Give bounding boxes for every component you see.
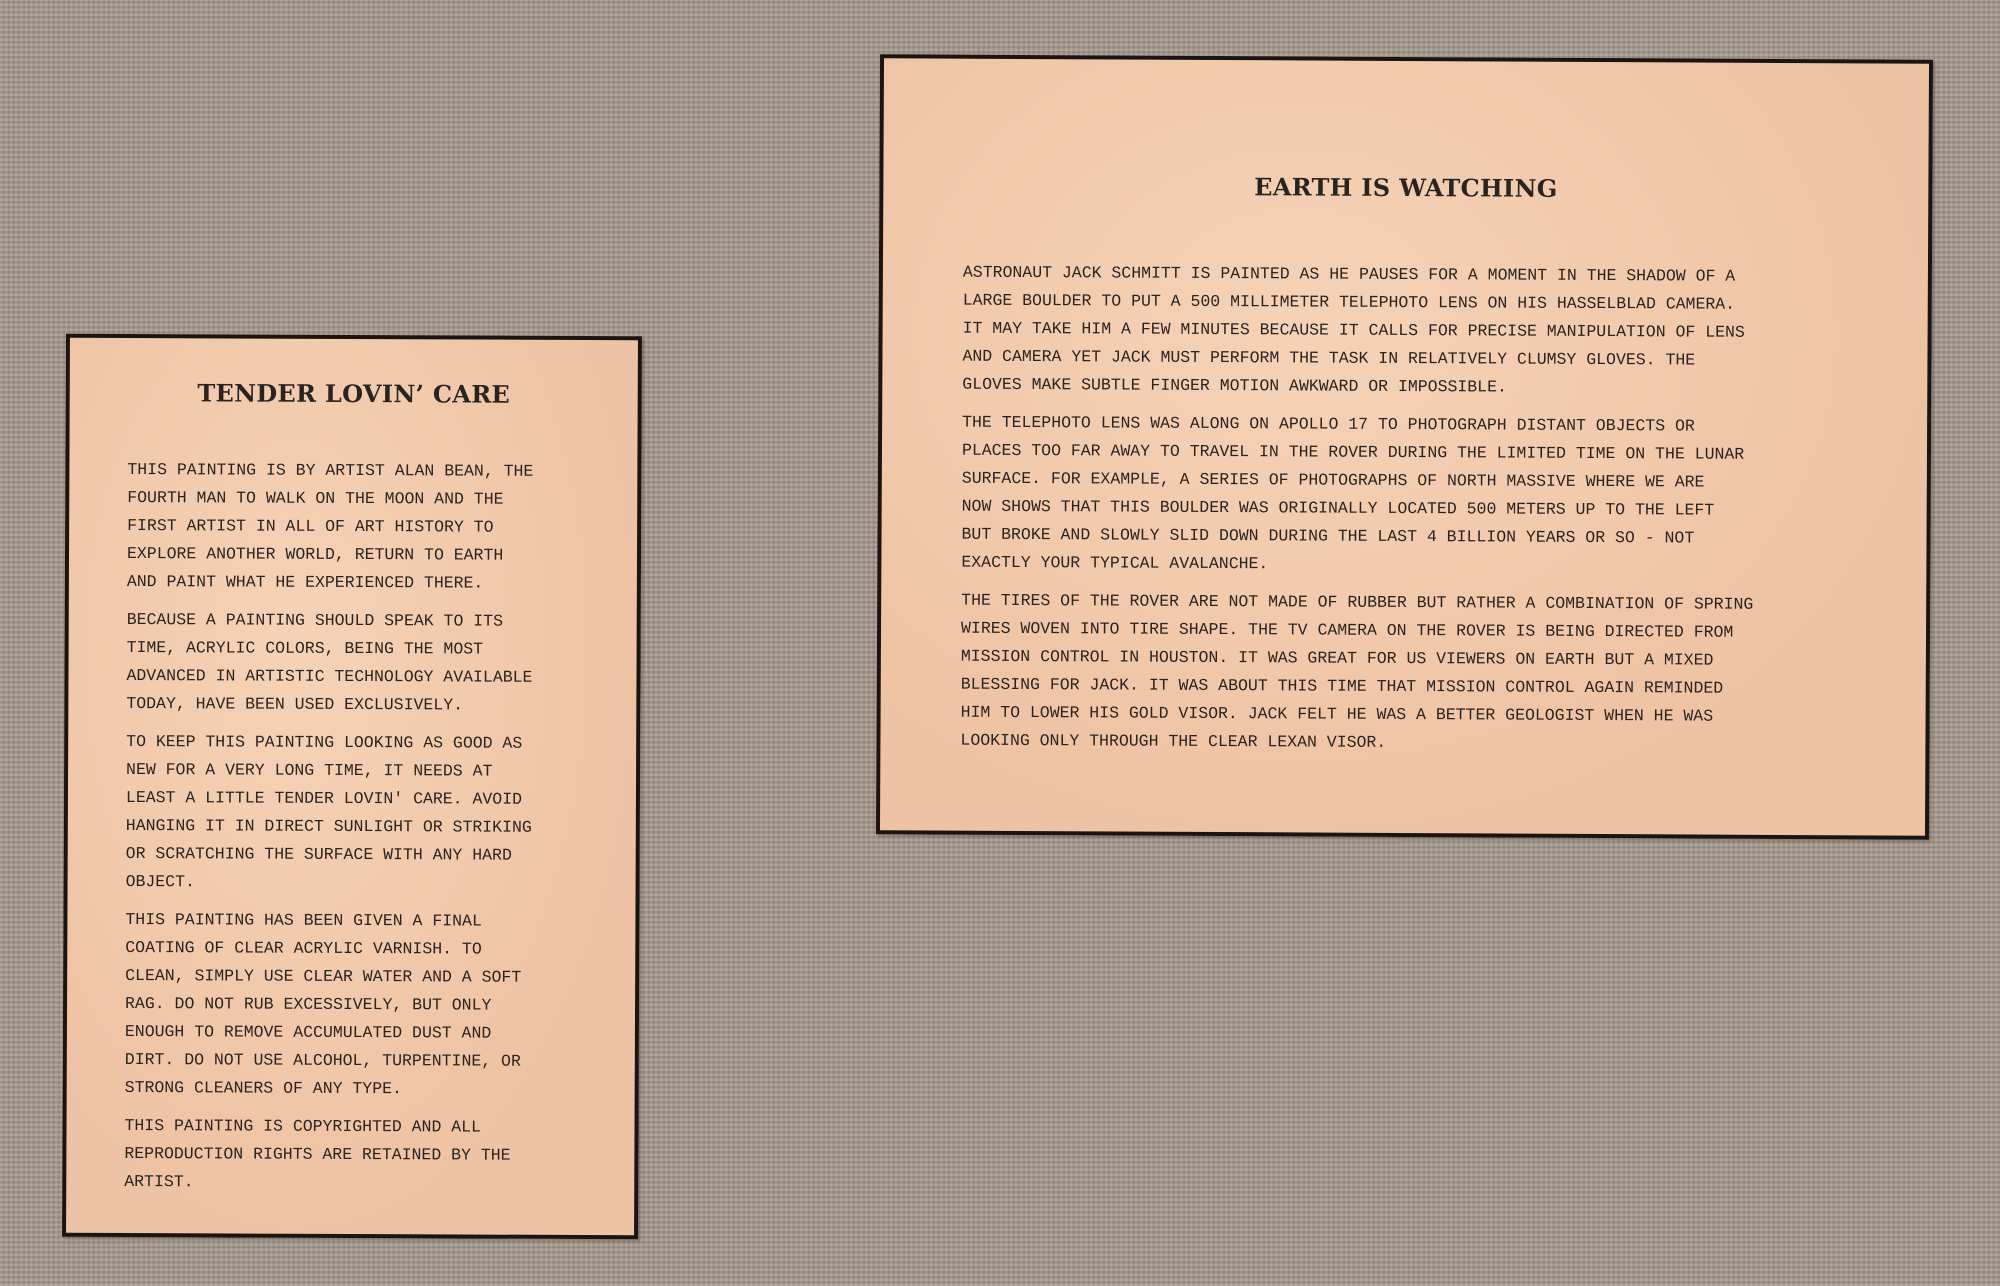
tender-card-body xyxy=(124,456,607,1208)
tender-paragraph-2: BECAUSE A PAINTING SHOULD SPEAK TO ITS TIME, ACRYLIC COLORS, BEING THE MOST ADVANCED IN ARTISTIC TECHNOLOGY AVAILABLE TODAY, HAVE BEEN USED EXCLUSIVELY. xyxy=(126,610,533,715)
earth-paragraph-3: THE TIRES OF THE ROVER ARE NOT MADE OF RUBBER BUT RATHER A COMBINATION OF SPRING WIRES WOVEN INTO TIRE SHAPE. THE TV CAMERA ON THE ROVER IS BEING DIRECTED FROM MISSION CONTROL IN HOUSTON. IT WAS GREAT FOR US VIEWERS ON EARTH BUT A MIXED BLESSING FOR JACK. IT WAS ABOUT THIS TIME THAT MISSION CONTROL AGAIN REMINDED HIM TO LOWER HIS GOLD VISOR. JACK FELT HE WAS A BETTER GEOLOGIST WHEN HE WAS LOOKING ONLY THROUGH THE CLEAR LEXAN VISOR. xyxy=(960,590,1754,752)
earth-paragraph-1: ASTRONAUT JACK SCHMITT IS PAINTED AS HE PAUSES FOR A MOMENT IN THE SHADOW OF A LARGE BOULDER TO PUT A 500 MILLIMETER TELEPHOTO LENS ON HIS HASSELBLAD CAMERA. IT MAY TAKE HIM A FEW MINUTES BECAUSE IT CALLS FOR PRECISE MANIPULATION OF LENS AND CAMERA YET JACK MUST PERFORM THE TASK IN RELATIVELY CLUMSY GLOVES. THE GLOVES MAKE SUBTLE FINGER MOTION AWKWARD OR IMPOSSIBLE. xyxy=(962,262,1745,397)
earth-is-watching-card xyxy=(876,54,1933,840)
tender-lovin-care-card xyxy=(62,334,642,1240)
tender-paragraph-1: THIS PAINTING IS BY ARTIST ALAN BEAN, THE FOURTH MAN TO WALK ON THE MOON AND THE FIRST ARTIST IN ALL OF ART HISTORY TO EXPLORE ANOTHER WORLD, RETURN TO EARTH AND PAINT WHAT HE EXPERIENCED THERE. xyxy=(126,460,534,593)
tender-paragraph-4: THIS PAINTING HAS BEEN GIVEN A FINAL COATING OF CLEAR ACRYLIC VARNISH. TO CLEAN, SIMPLY USE CLEAR WATER AND A SOFT RAG. DO NOT RUB EXCESSIVELY, BUT ONLY ENOUGH TO REMOVE ACCUMULATED DUST AND DIRT. DO NOT USE ALCOHOL, TURPENTINE, OR STRONG CLEANERS OF ANY TYPE. xyxy=(124,910,522,1099)
tender-paragraph-5: THIS PAINTING IS COPYRIGHTED AND ALL REPRODUCTION RIGHTS ARE RETAINED BY THE ARTIST. xyxy=(124,1116,511,1192)
tender-paragraph-3: TO KEEP THIS PAINTING LOOKING AS GOOD AS NEW FOR A VERY LONG TIME, IT NEEDS AT LEAST A LITTLE TENDER LOVIN' CARE. AVOID HANGING IT IN DIRECT SUNLIGHT OR STRIKING OR SCRATCHING THE SURFACE WITH ANY HARD OBJECT. xyxy=(125,732,532,892)
earth-card-body xyxy=(960,259,1888,770)
tender-card-title: TENDER LOVIN’ CARE xyxy=(197,378,511,409)
earth-paragraph-2: THE TELEPHOTO LENS WAS ALONG ON APOLLO 17 TO PHOTOGRAPH DISTANT OBJECTS OR PLACES TOO FAR AWAY TO TRAVEL IN THE ROVER DURING THE LIMITED TIME ON THE LUNAR SURFACE. FOR EXAMPLE, A SERIES OF PHOTOGRAPHS OF NORTH MASSIVE WHERE WE ARE NOW SHOWS THAT THIS BOULDER WAS ORIGINALLY LOCATED 500 METERS UP TO THE LEFT BUT BROKE AND SLOWLY SLID DOWN DURING THE LAST 4 BILLION YEARS OR SO - NOT EXACTLY YOUR TYPICAL AVALANCHE. xyxy=(961,412,1745,574)
earth-card-title: EARTH IS WATCHING xyxy=(1254,172,1558,203)
